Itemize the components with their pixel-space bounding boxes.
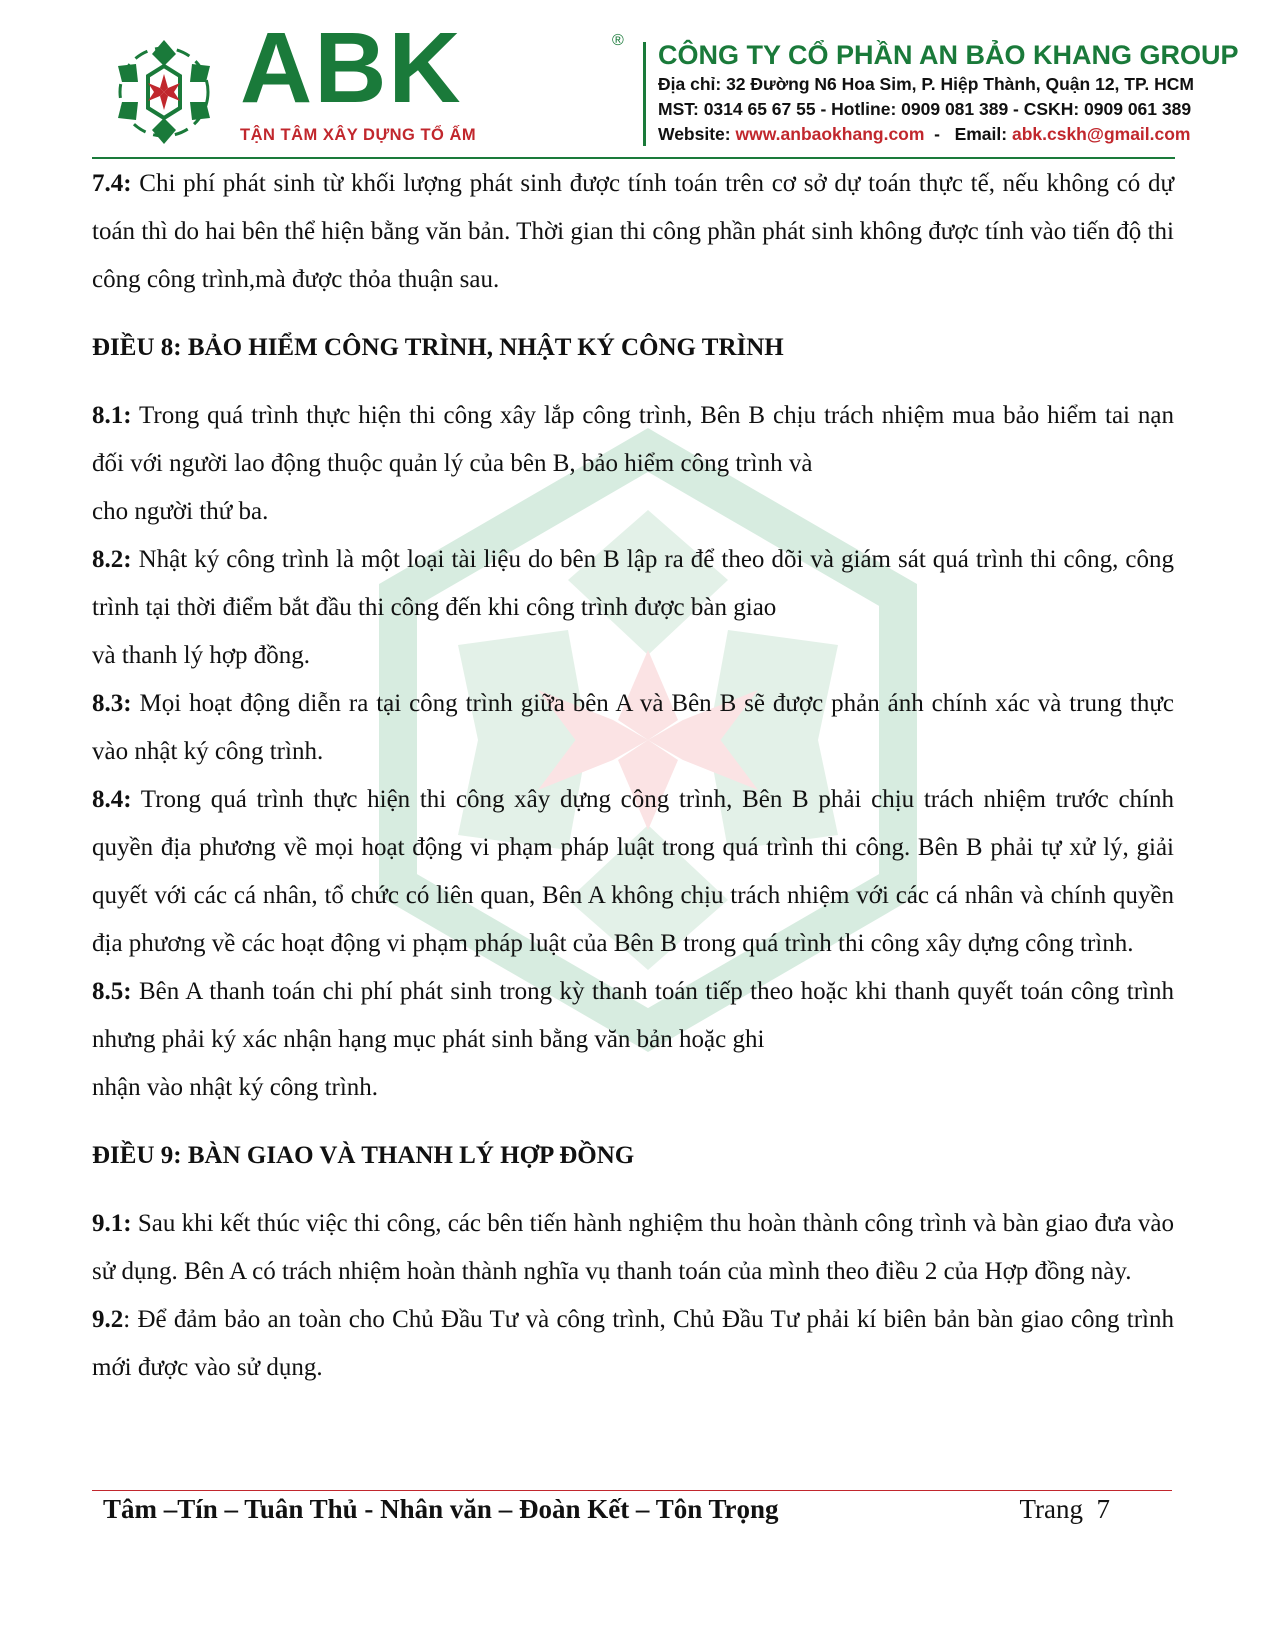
clause-text: Chi phí phát sinh từ khối lượng phát sinh được tính toán trên cơ sở dự toán thực tế, nếu không có dự toán thì do hai bên thể hiện bằng văn bản. Thời gian thi công phần phát sinh không được tính vào tiến độ thi công công trình,mà được thỏa thuận sau. <box>92 170 1174 293</box>
clause-label: 9.1: <box>92 1210 132 1237</box>
company-web-email <box>658 122 1191 147</box>
clause-9-1 <box>92 1200 1174 1296</box>
clause-label: 9.2 <box>92 1306 124 1333</box>
clause-8-2-cont: và thanh lý hợp đồng. <box>92 642 311 669</box>
clause-text: : Để đảm bảo an toàn cho Chủ Đầu Tư và công trình, Chủ Đầu Tư phải kí biên bản bàn giao công trình mới được vào sử dụng. <box>92 1306 1174 1381</box>
page-number: Trang 7 <box>1019 1494 1110 1524</box>
footer-motto: Tâm –Tín – Tuân Thủ - Nhân văn – Đoàn Kết – Tôn Trọng <box>103 1494 779 1524</box>
clause-label: 8.1: <box>92 402 132 429</box>
email-label: - Email: <box>924 124 1012 144</box>
clause-9-2 <box>92 1296 1174 1392</box>
clause-8-3 <box>92 680 1174 776</box>
clause-8-1-cont: cho người thứ ba. <box>92 498 269 525</box>
clause-label: 8.3: <box>92 690 132 717</box>
clause-text: Nhật ký công trình là một loại tài liệu do bên B lập ra để theo dõi và giám sát quá trình thi công, công trình tại thời điểm bắt đầu thi công đến khi công trình được bàn giao <box>92 546 1174 621</box>
clause-8-1 <box>92 392 1174 488</box>
email-link[interactable]: abk.cskh@gmail.com <box>1011 124 1191 144</box>
contract-body <box>92 160 1174 1392</box>
clause-label: 8.2: <box>92 546 132 573</box>
clause-text: Sau khi kết thúc việc thi công, các bên tiến hành nghiệm thu hoàn thành công trình và bàn giao đưa vào sử dụng. Bên A có trách nhiệm hoàn thành nghĩa vụ thanh toán của mình theo điều 2 của Hợp đồng này. <box>92 1210 1174 1285</box>
clause-text: Trong quá trình thực hiện thi công xây lắp công trình, Bên B chịu trách nhiệm mua bảo hiểm tai nạn đối với người lao động thuộc quản lý của bên B, bảo hiểm công trình và <box>92 402 1174 477</box>
clause-label: 8.4: <box>92 786 132 813</box>
clause-label: 7.4: <box>92 170 132 197</box>
brand-slogan: TẬN TÂM XÂY DỰNG TỔ ẤM <box>240 126 477 144</box>
clause-8-5-cont: nhận vào nhật ký công trình. <box>92 1074 379 1101</box>
clause-7-4 <box>92 160 1174 304</box>
clause-text: Bên A thanh toán chi phí phát sinh trong kỳ thanh toán tiếp theo hoặc khi thanh quyết toán công trình nhưng phải ký xác nhận hạng mục phát sinh bằng văn bản hoặc ghi <box>92 978 1174 1053</box>
clause-8-2 <box>92 536 1174 632</box>
clause-text: Trong quá trình thực hiện thi công xây dựng công trình, Bên B phải chịu trách nhiệm trước chính quyền địa phương về mọi hoạt động vi phạm pháp luật trong quá trình thi công. Bên B phải tự xử lý, giải quyết với các cá nhân, tổ chức có liên quan, Bên A không chịu trách nhiệm với các cá nhân và chính quyền địa phương về các hoạt động vi phạm pháp luật của Bên B trong quá trình thi công xây dựng công trình. <box>92 786 1174 957</box>
brand-name: ABK <box>240 12 463 124</box>
letterhead <box>108 12 1239 156</box>
clause-8-4 <box>92 776 1174 968</box>
article-8-heading: ĐIỀU 8: BẢO HIỂM CÔNG TRÌNH, NHẬT KÝ CÔNG TRÌNH <box>92 334 784 361</box>
company-name: CÔNG TY CỔ PHẦN AN BẢO KHANG GROUP <box>658 40 1239 70</box>
registered-mark: ® <box>612 32 624 49</box>
footer-rule <box>92 1490 1172 1491</box>
company-info <box>658 38 1239 147</box>
clause-8-5 <box>92 968 1174 1064</box>
clause-label: 8.5: <box>92 978 132 1005</box>
brand-logo <box>240 12 635 148</box>
header-rule <box>92 157 1175 159</box>
website-label: Website: <box>658 124 736 144</box>
company-contacts: MST: 0314 65 67 55 - Hotline: 0909 081 389 - CSKH: 0909 061 389 <box>658 99 1192 119</box>
company-address: Địa chỉ: 32 Đường N6 Hoa Sim, P. Hiệp Thành, Quận 12, TP. HCM <box>658 74 1194 94</box>
website-link[interactable]: www.anbaokhang.com <box>735 124 925 144</box>
article-9-heading: ĐIỀU 9: BÀN GIAO VÀ THANH LÝ HỢP ĐỒNG <box>92 1142 635 1169</box>
header-divider <box>643 42 646 146</box>
hexagonal-star-logo-icon <box>108 36 220 148</box>
clause-text: Mọi hoạt động diễn ra tại công trình giữa bên A và Bên B sẽ được phản ánh chính xác và trung thực vào nhật ký công trình. <box>92 690 1174 765</box>
